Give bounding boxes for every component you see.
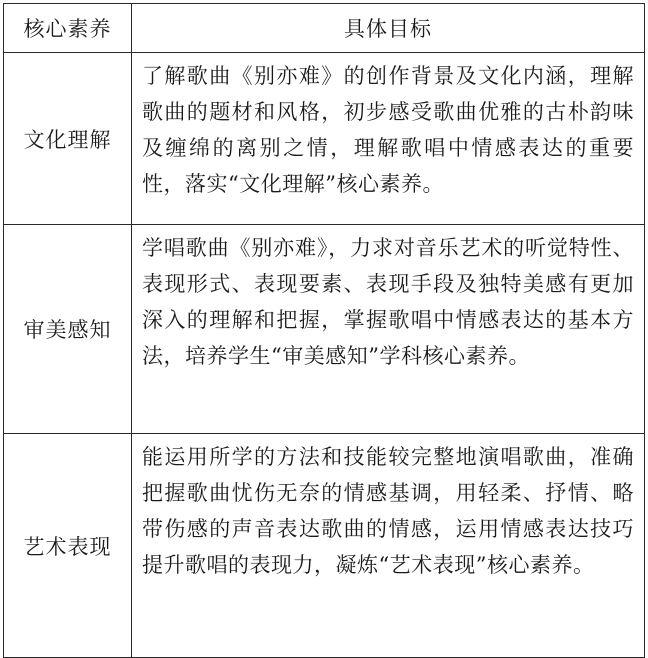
goal-cell: 了解歌曲《别亦难》的创作背景及文化内涵，理解歌曲的题材和风格，初步感受歌曲优雅的古朴韵味及缠绵的离别之情，理解歌唱中情感表达的重要性，落实“文化理解”核心素养。 <box>132 53 645 225</box>
goal-cell: 学唱歌曲《别亦难》，力求对音乐艺术的听觉特性、表现形式、表现要素、表现手段及独特美感有更加深入的理解和把握，掌握歌唱中情感表达的基本方法，培养学生“审美感知”学科核心素养。 <box>132 225 645 434</box>
header-core-literacy: 核心素养 <box>4 4 132 53</box>
literacy-goals-table <box>3 3 645 658</box>
literacy-cell: 艺术表现 <box>4 434 132 658</box>
header-specific-goal: 具体目标 <box>132 4 645 53</box>
table-header <box>4 4 645 53</box>
table-row <box>4 53 645 225</box>
goal-cell: 能运用所学的方法和技能较完整地演唱歌曲，准确把握歌曲忧伤无奈的情感基调，用轻柔、抒情、略带伤感的声音表达歌曲的情感，运用情感表达技巧提升歌唱的表现力，凝炼“艺术表现”核心素养。 <box>132 434 645 658</box>
table-row <box>4 434 645 658</box>
table-row <box>4 225 645 434</box>
header-row <box>4 4 645 53</box>
table-body <box>4 53 645 658</box>
literacy-cell: 文化理解 <box>4 53 132 225</box>
literacy-cell: 审美感知 <box>4 225 132 434</box>
